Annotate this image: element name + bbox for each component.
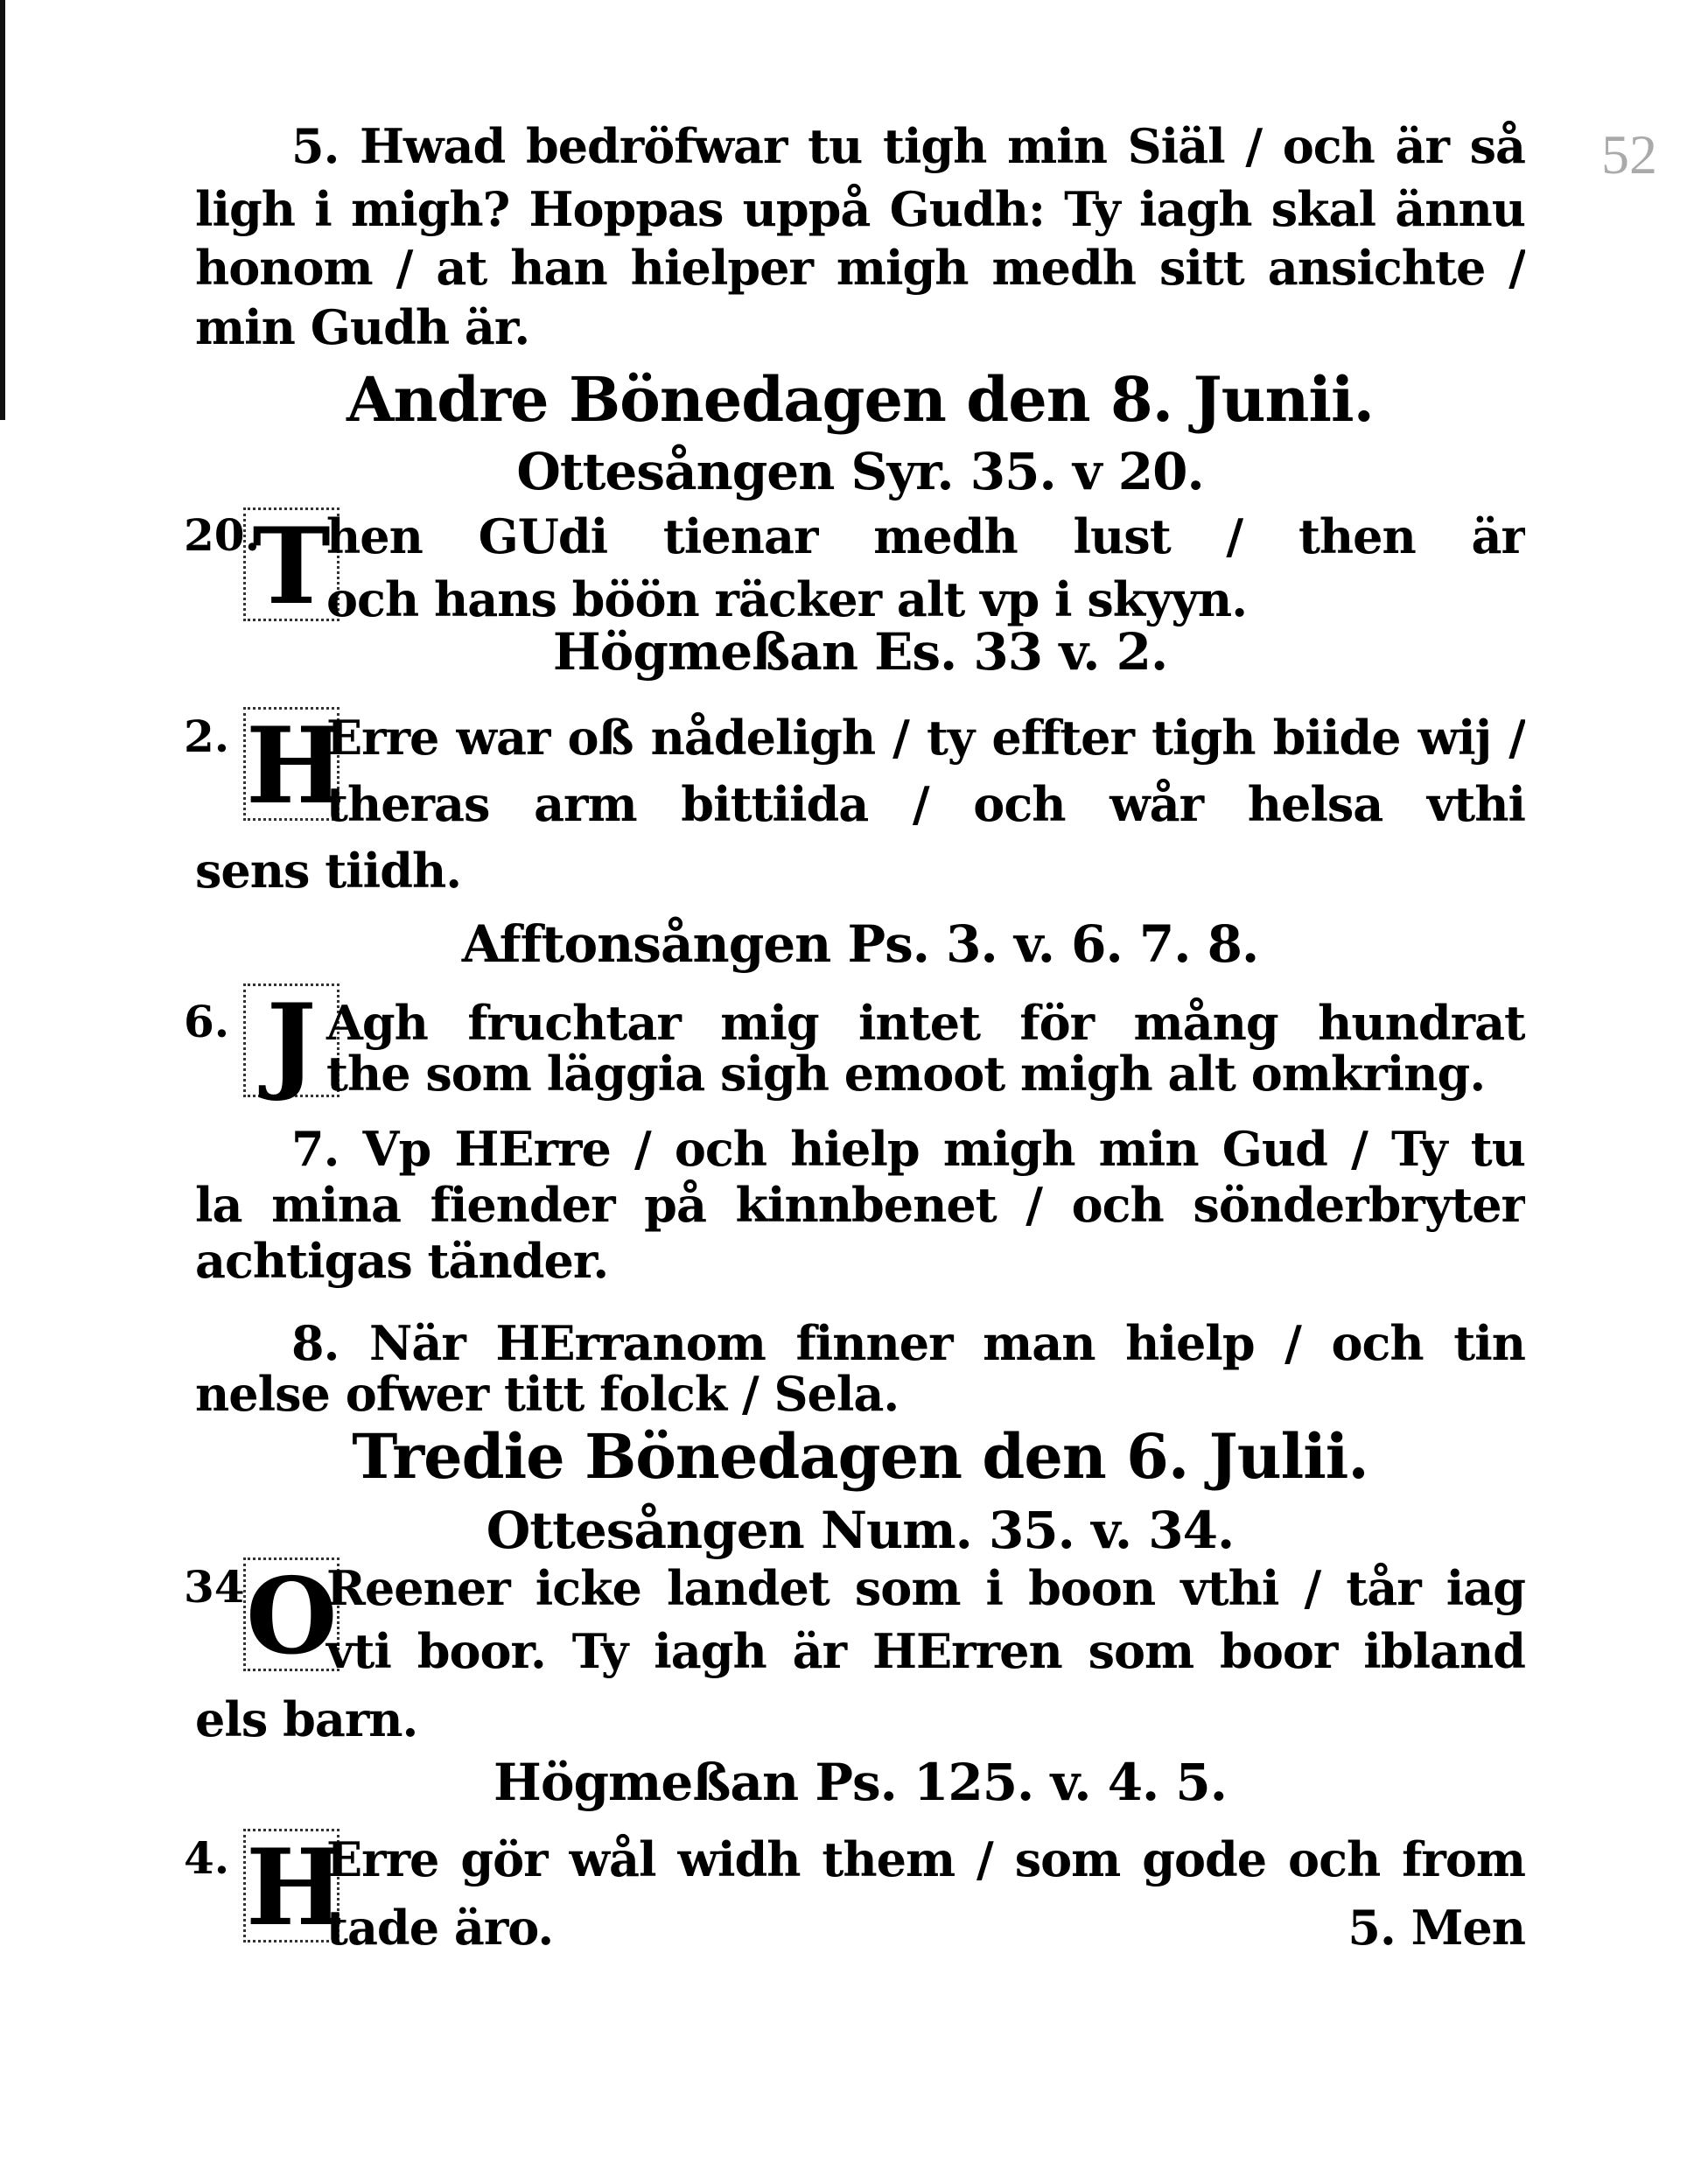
verse-number: 6. (184, 996, 230, 1047)
text-line: tade äro. (326, 1900, 554, 1956)
verse-number: 34 (184, 1561, 245, 1613)
text-line: och hans böön räcker alt vp i skyyn. (326, 571, 1247, 627)
subheading: Högmeßan Ps. 125. v. 4. 5. (494, 1753, 1227, 1812)
section-heading: Tredie Bönedagen den 6. Julii. (352, 1420, 1368, 1493)
verse-number: 20. (184, 509, 260, 561)
verse-number: 4. (184, 1832, 230, 1884)
drop-cap: H (243, 707, 340, 821)
text-line: the som läggia sigh emoot migh alt omkring. (326, 1046, 1486, 1102)
text-line: Agh fruchtar mig intet för mång hundrat (326, 995, 1525, 1051)
subheading: Afftonsången Ps. 3. v. 6. 7. 8. (461, 914, 1259, 974)
text-line: 8. När HErranom finner man hielp / och tin (291, 1315, 1525, 1371)
text-line: 5. Hwad bedröfwar tu tigh min Siäl / och är så (291, 118, 1525, 174)
text-line: Reener icke landet som i boon vthi / tår iag (326, 1560, 1525, 1616)
catchword: 5. Men (1348, 1900, 1525, 1956)
drop-cap: H (243, 1829, 340, 1942)
text-line: els barn. (195, 1691, 418, 1747)
subheading: Högmeßan Es. 33 v. 2. (552, 622, 1168, 682)
page-edge (0, 0, 5, 420)
text-line: honom / at han hielper migh medh sitt ansichte / (195, 240, 1525, 296)
drop-cap: J (243, 984, 340, 1097)
text-line: min Gudh är. (195, 299, 530, 355)
text-line: Erre war oß nådeligh / ty effter tigh biide wij / (326, 710, 1525, 766)
subheading: Ottesången Num. 35. v. 34. (486, 1501, 1235, 1560)
text-line: ligh i migh? Hoppas uppå Gudh: Ty iagh skal ännu (195, 181, 1525, 237)
verse-number: 2. (184, 710, 230, 762)
text-line: Erre gör wål widh them / som gode och from (326, 1831, 1525, 1887)
subheading: Ottesången Syr. 35. v 20. (516, 442, 1204, 501)
text-line: theras arm bittiida / och wår helsa vthi (326, 776, 1525, 832)
drop-cap: T (243, 508, 340, 621)
text-line: hen GUdi tienar medh lust / then är (326, 508, 1525, 564)
text-line: achtigas tänder. (195, 1233, 609, 1289)
text-line: sens tiidh. (195, 843, 462, 899)
text-line: 7. Vp HErre / och hielp migh min Gud / Ty tu (291, 1121, 1525, 1177)
text-line: vti boor. Ty iagh är HErren som boor ibland (326, 1623, 1525, 1679)
drop-cap: O (243, 1558, 340, 1671)
section-heading: Andre Bönedagen den 8. Junii. (346, 363, 1374, 436)
text-line: la mina fiender på kinnbenet / och sönderbryter (195, 1177, 1525, 1233)
page-number: 52 (1601, 123, 1657, 186)
text-line: nelse ofwer titt folck / Sela. (195, 1366, 900, 1422)
